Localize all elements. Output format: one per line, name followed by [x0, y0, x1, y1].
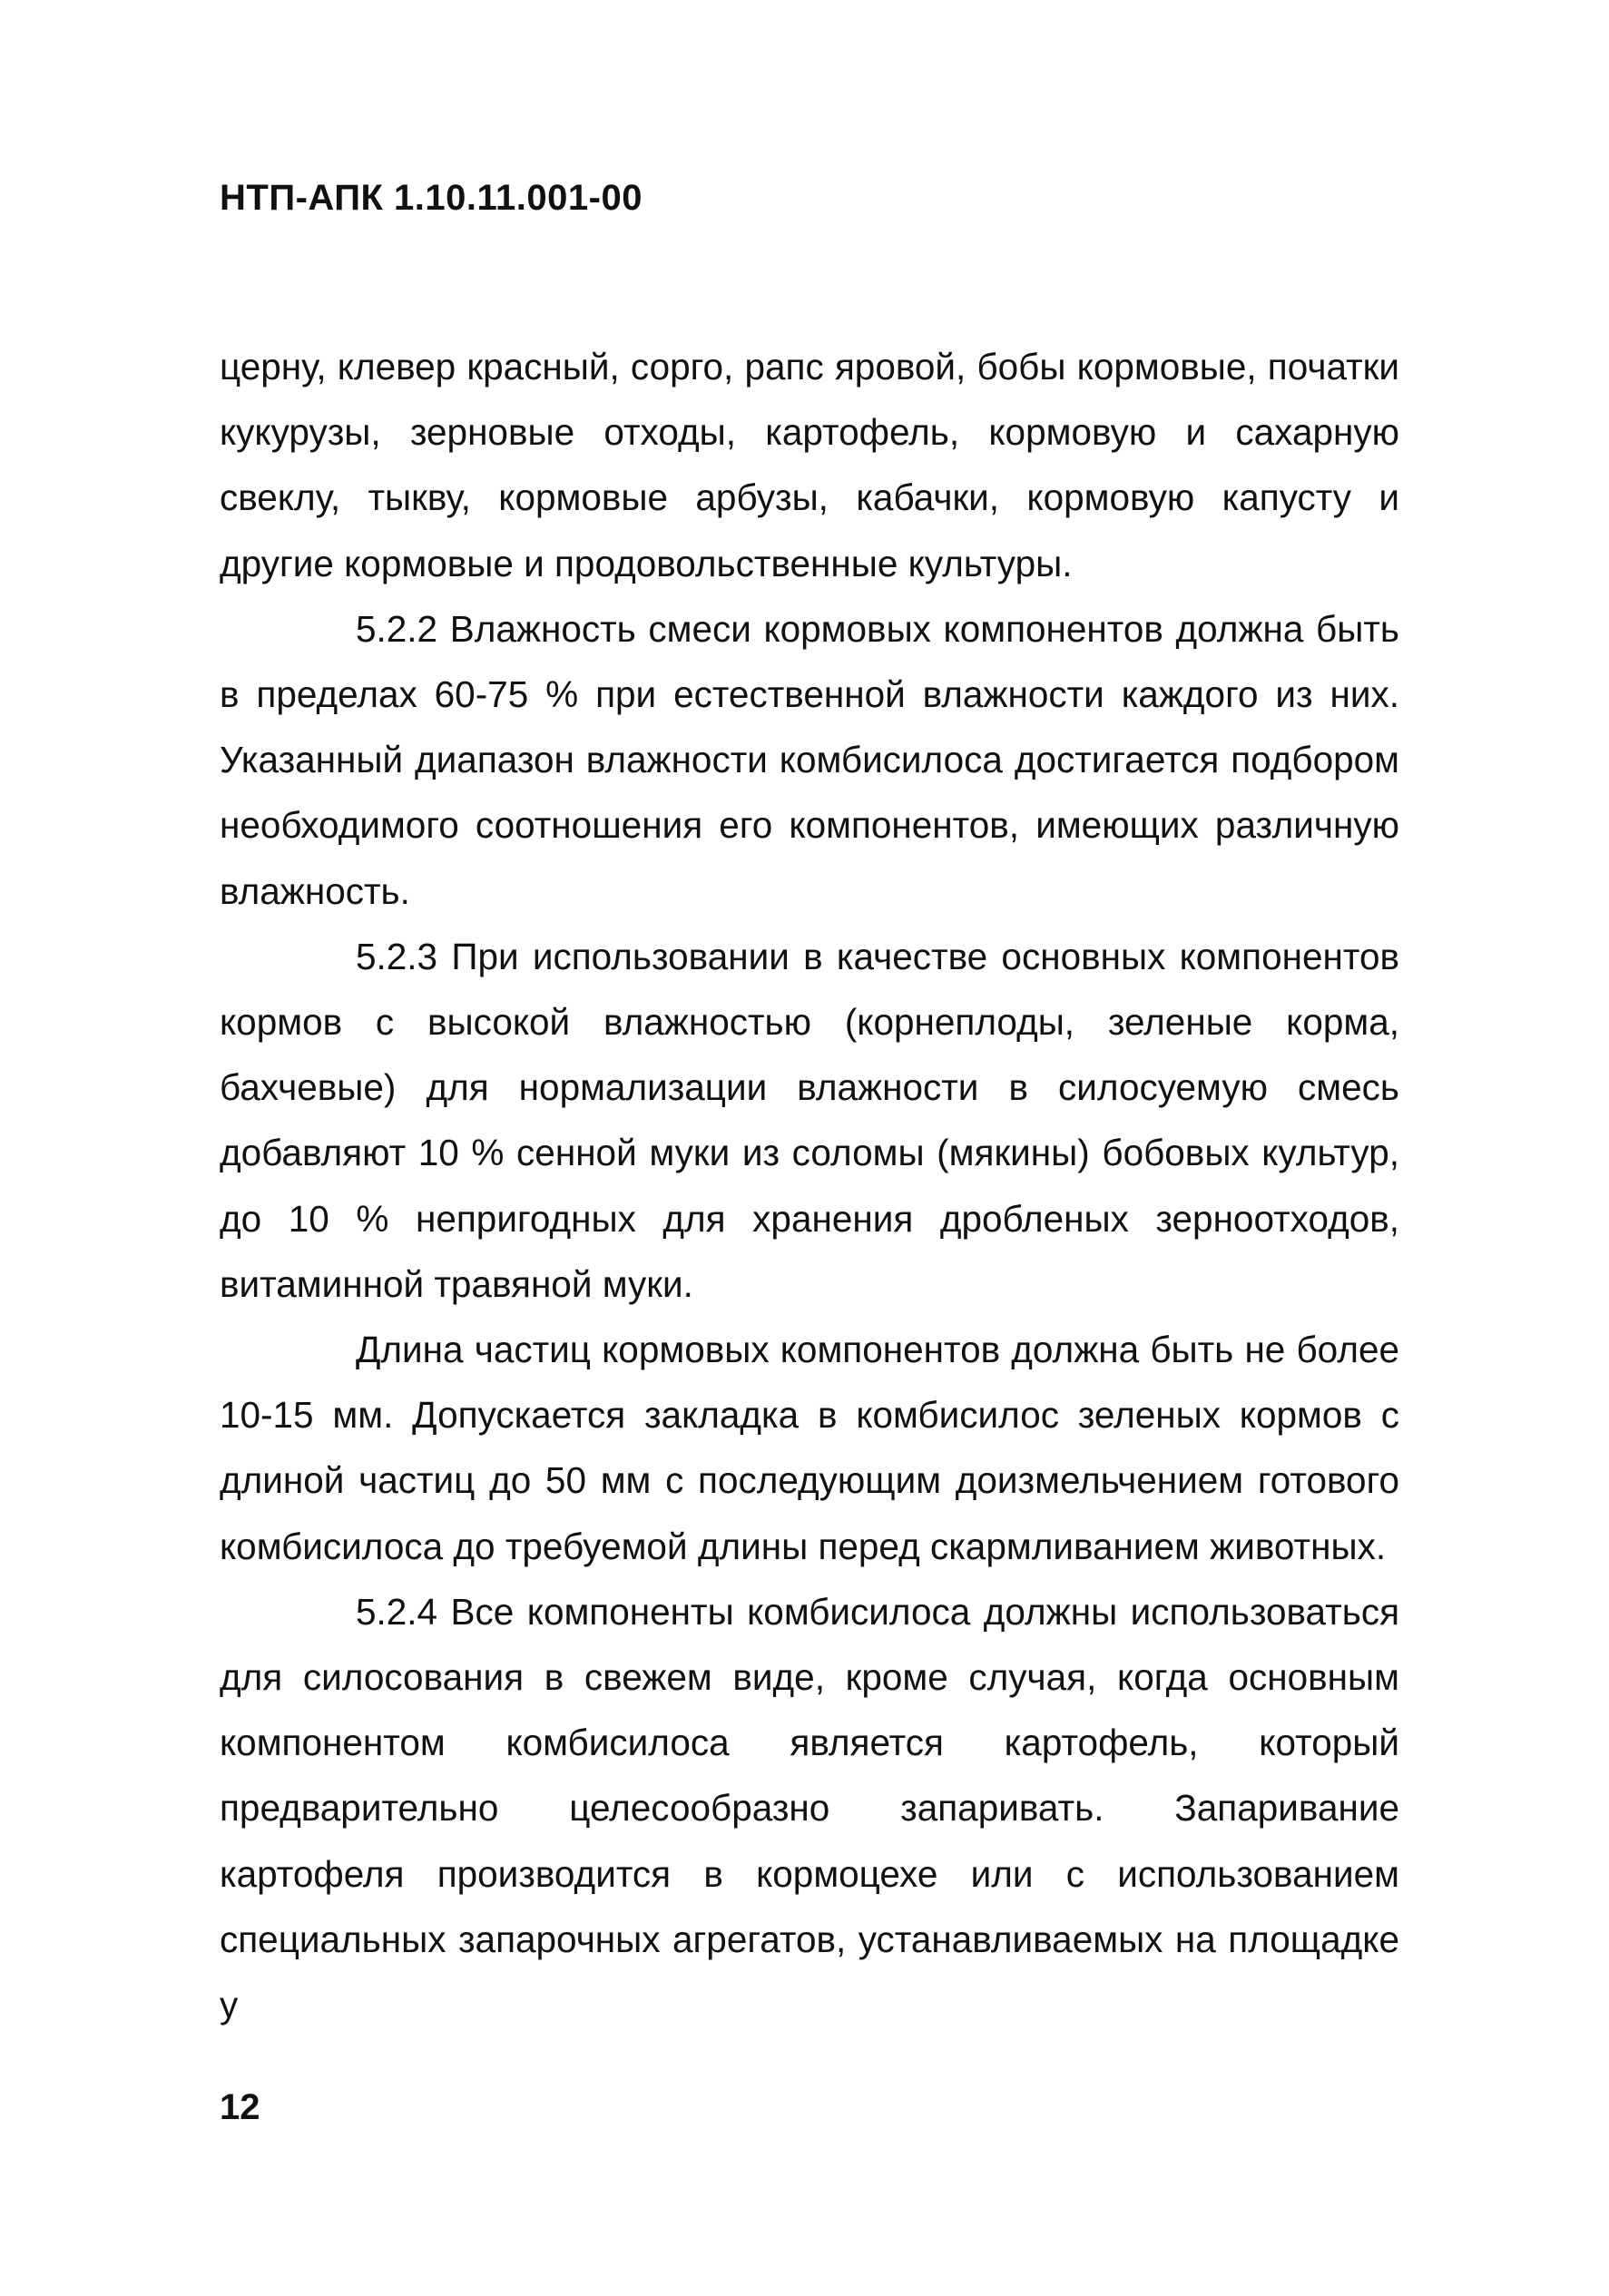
document-code-header: НТП-АПК 1.10.11.001-00 — [220, 178, 643, 218]
page-number: 12 — [220, 2087, 260, 2127]
paragraph-continuation: церну, клевер красный, сорго, рапс яровой, бобы кормовые, початки кукурузы, зерновые отходы, картофель, кормовую и сахарную свеклу, тыкву, кормовые арбузы, кабачки, кормовую капусту и другие кормовые и продовольственные культуры. — [220, 346, 1399, 584]
paragraph-particle-length: Длина частиц кормовых компонентов должна быть не более 10-15 мм. Допускается закладка в комбисилос зеленых кормов с длиной частиц до 50 мм с последующим доизмельчением готового комбисилоса до требуемой длины перед скармливанием животных. — [220, 1329, 1399, 1567]
paragraph-5-2-2: 5.2.2 Влажность смеси кормовых компонентов должна быть в пределах 60-75 % при естественной влажности каждого из них. Указанный диапазон влажности комбисилоса достигается подбором необходимого соотношения его компонентов, имеющих различную влажность. — [220, 607, 1399, 912]
paragraph-5-2-4: 5.2.4 Все компоненты комбисилоса должны использоваться для силосования в свежем виде, кроме случая, когда основным компонентом комбисилоса является картофель, который предварительно целесообразно запаривать. Запаривание картофеля производится в кормоцехе или с использованием специальных запарочных агрегатов, устанавливаемых на площадке у — [220, 1590, 1399, 2026]
paragraph-5-2-3: 5.2.3 При использовании в качестве основных компонентов кормов с высокой влажностью (корнеплоды, зеленые корма, бахчевые) для нормализации влажности в силосуемую смесь добавляют 10 % сенной муки из соломы (мякины) бобовых культур, до 10 % непригодных для хранения дробленых зерноотходов, витаминной травяной муки. — [220, 935, 1399, 1305]
body-text — [220, 334, 1399, 2037]
